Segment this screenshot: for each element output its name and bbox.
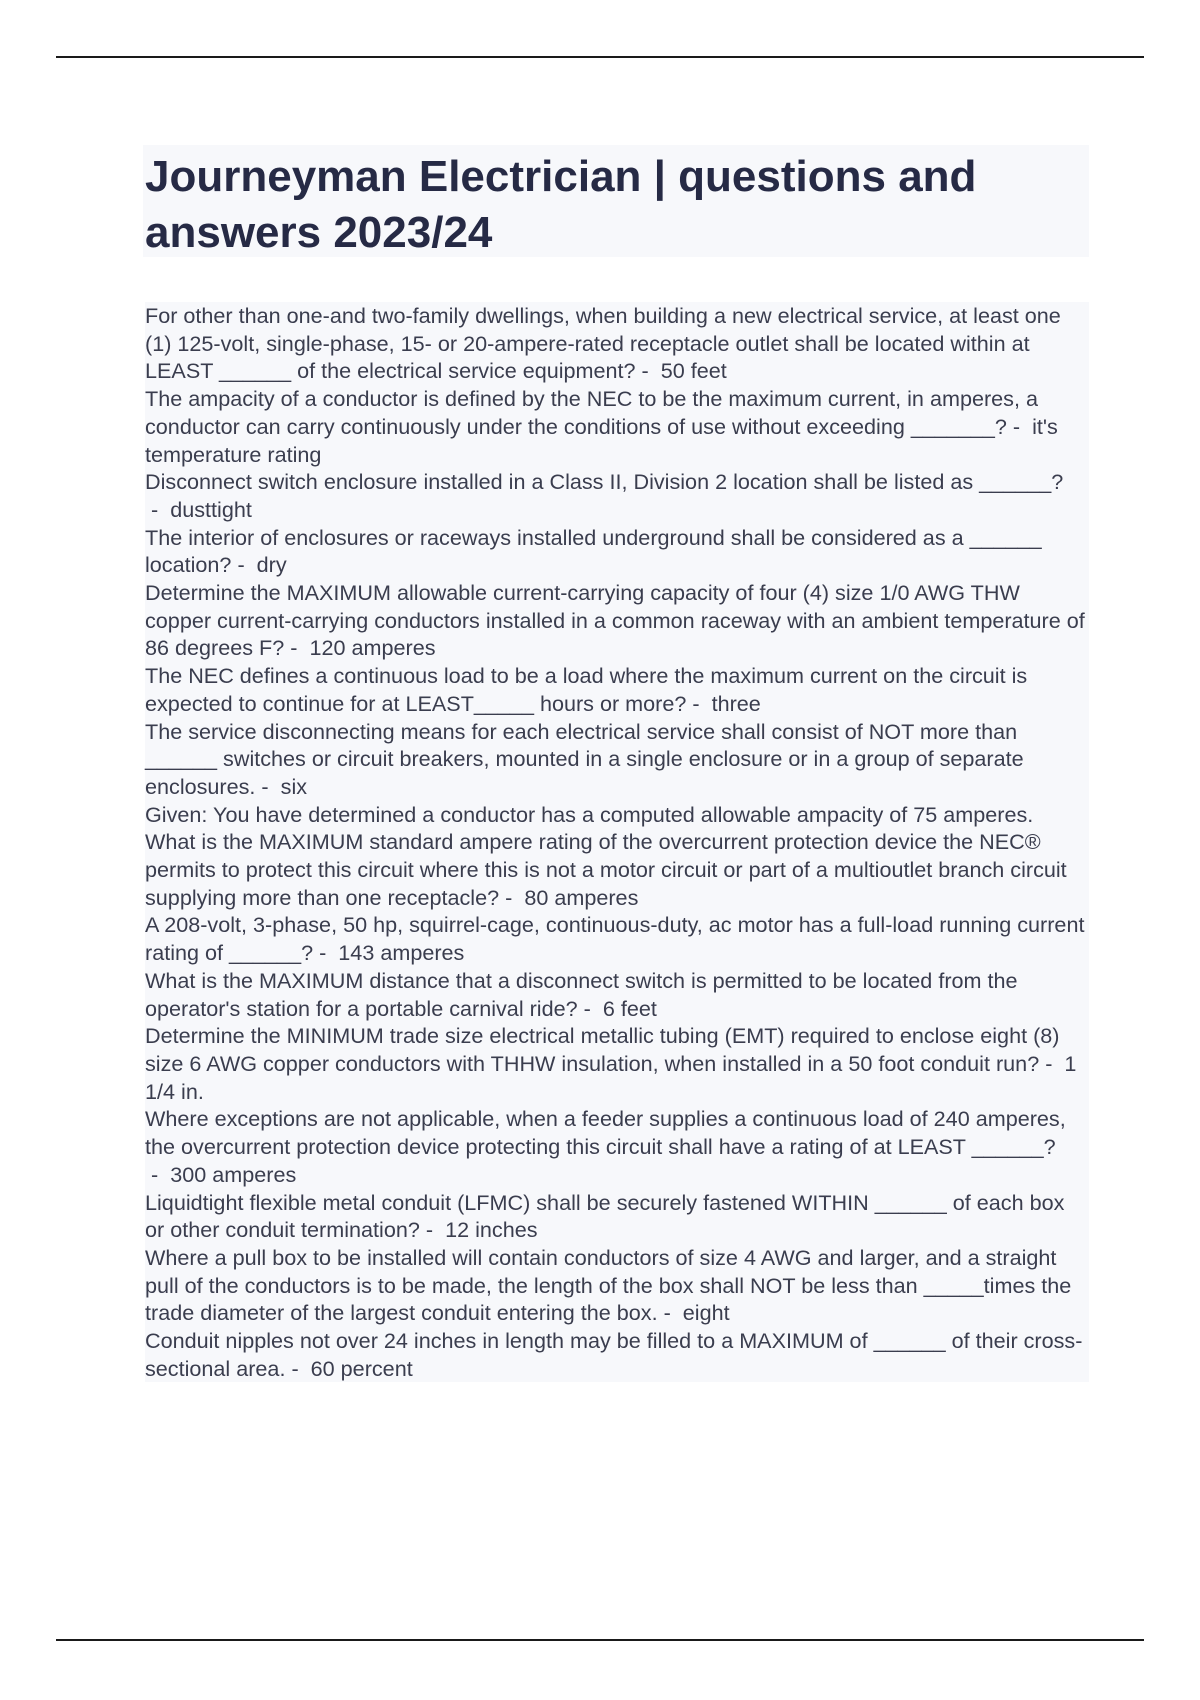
answer-separator: - [285,1355,311,1381]
qa-item [145,302,1089,385]
answer-text: 6 feet [602,995,657,1021]
question-text: The NEC defines a continuous load to be a load where the maximum current on the circuit is expected to continue for at LEAST_____ hours or more? [145,663,1028,716]
answer-separator: - [686,690,712,716]
document-title: Journeyman Electrician | questions and answers 2023/24 [145,152,977,257]
answer-text: eight [682,1300,730,1326]
answer-separator: - [1039,1050,1065,1076]
qa-item [145,385,1089,468]
answer-separator: - [145,1161,171,1187]
question-text: The ampacity of a conductor is defined by the NEC to be the maximum current, in amperes, a conductor can carry continuously under the conditions of use without exceeding _______? [145,386,1038,439]
top-rule [56,56,1144,58]
answer-separator: - [255,773,281,799]
title-block [143,145,1089,257]
answer-text: 50 feet [660,358,727,384]
answer-separator: - [419,1217,446,1243]
bottom-rule [56,1639,1144,1641]
answer-text: 1 1/4 in. [145,1050,1077,1104]
answer-text: dusttight [170,496,252,522]
question-text: A 208-volt, 3-phase, 50 hp, squirrel-cage, continuous-duty, ac motor has a full-load running current rating of ______? [145,912,1085,966]
answer-text: it's temperature rating [145,413,1058,467]
answer-text: three [711,690,761,716]
question-text: The service disconnecting means for each electrical service shall consist of NOT more than ______ switches or circuit breakers, mounted in a single enclosure or in a group of separate enclosures. [145,718,1024,799]
question-text: Where a pull box to be installed will contain conductors of size 4 AWG and larger, and a straight pull of the conductors is to be made, the length of the box shall NOT be less than _____times the trade diameter of the largest conduit entering the box. [145,1244,1072,1326]
qa-item [145,662,1089,717]
qa-item [145,524,1089,579]
question-text: Determine the MAXIMUM allowable current-carrying capacity of four (4) size 1/0 AWG THW copper current-carrying conductors installed in a common raceway with an ambient temperature of 86 degrees F? [145,580,1085,661]
answer-separator: - [231,552,257,578]
answer-separator: - [657,1300,683,1326]
answer-text: six [280,773,308,799]
answer-text: 120 amperes [309,635,436,661]
question-text: Determine the MINIMUM trade size electrical metallic tubing (EMT) required to enclose eight (8) size 6 AWG copper conductors with THHW insulation, when installed in a 50 foot conduit run? [145,1023,1060,1076]
answer-text: 12 inches [445,1217,538,1243]
answer-separator: - [313,940,339,966]
answer-separator: - [145,496,171,522]
question-text: The interior of enclosures or raceways installed underground shall be considered as a ______ location? [145,524,1042,578]
qa-item [145,468,1089,523]
question-text: Conduit nipples not over 24 inches in length may be filled to a MAXIMUM of ______ of their cross-sectional area. [145,1328,1083,1381]
qa-item [145,579,1089,662]
question-text: What is the MAXIMUM distance that a disconnect switch is permitted to be located from the operator's station for a portable carnival ride? [145,967,1018,1021]
answer-separator: - [1006,413,1033,439]
qa-item [145,801,1089,912]
qa-item [145,1105,1089,1188]
qa-item [145,967,1089,1022]
answer-text: 80 amperes [524,884,639,910]
answer-separator: - [284,635,310,661]
qa-item [145,718,1089,801]
question-text: Given: You have determined a conductor has a computed allowable ampacity of 75 amperes. What is the MAXIMUM standard ampere rating of the overcurrent protection device the NEC® permits to protect this circuit where this is not a motor circuit or part of a multioutlet branch circuit supplying more than one receptacle? [145,801,1067,910]
answer-separator: - [577,995,603,1021]
qa-item [145,1327,1089,1382]
qa-item [145,1189,1089,1244]
answer-separator: - [635,358,661,384]
question-text: Disconnect switch enclosure installed in a Class II, Division 2 location shall be listed as ______? [145,469,1064,495]
question-answer-list [145,302,1089,1382]
answer-text: 300 amperes [170,1161,297,1187]
answer-separator: - [499,884,525,910]
qa-item [145,911,1089,966]
answer-text: dry [256,552,287,578]
qa-item [145,1244,1089,1327]
answer-text: 143 amperes [338,940,465,966]
question-text: Liquidtight flexible metal conduit (LFMC) shall be securely fastened WITHIN ______ of each box or other conduit termination? [145,1189,1065,1243]
question-text: For other than one-and two-family dwellings, when building a new electrical service, at least one (1) 125-volt, single-phase, 15- or 20-ampere-rated receptacle outlet shall be located within at LEAST ______ of the electrical service equipment? [145,303,1061,384]
qa-item [145,1022,1089,1105]
question-text: Where exceptions are not applicable, when a feeder supplies a continuous load of 240 amperes, the overcurrent protection device protecting this circuit shall have a rating of at LEAST ______? [145,1106,1066,1160]
answer-text: 60 percent [310,1355,413,1381]
